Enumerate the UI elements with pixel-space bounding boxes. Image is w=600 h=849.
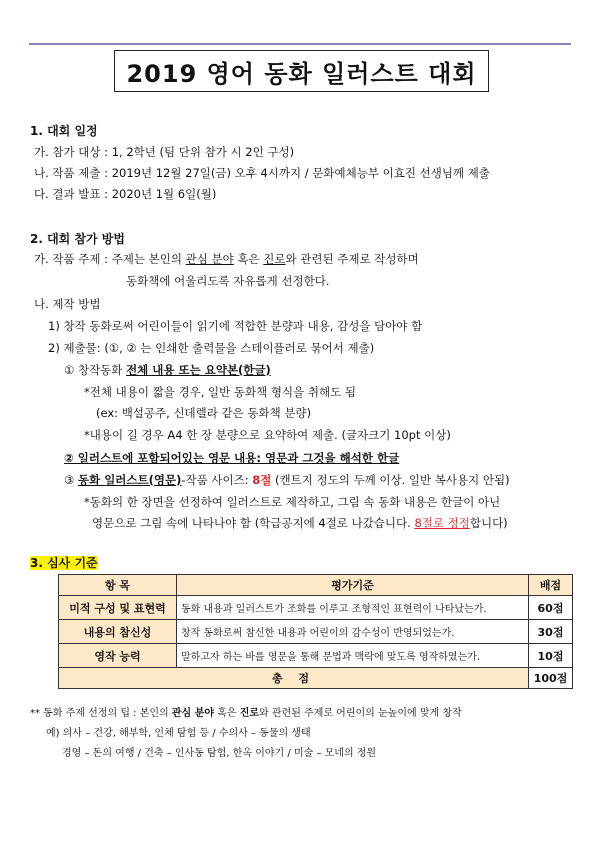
section1-heading: 1. 대회 일정 <box>30 124 98 138</box>
section3-heading-text: 3. 심사 기준 <box>30 556 98 570</box>
s2-method-2: 2) 제출물: (①, ② 는 인쇄한 출력물을 스테이플러로 묶어서 제출) <box>48 341 375 355</box>
item3-note2-red: 8절로 정정 <box>414 516 470 530</box>
item3-note2 <box>92 516 508 530</box>
tip-mid: 혹은 <box>214 708 240 719</box>
row-score: 30점 <box>529 620 573 644</box>
item3-mid: -작품 사이즈: <box>181 473 253 487</box>
page-title: 2019 영어 동화 일러스트 대회 <box>126 59 477 88</box>
item3-size: 8절 <box>252 473 272 487</box>
item3-note2-pre: 영문으로 그림 속에 나타나야 함 (학급공지에 4절로 나갔습니다. <box>92 516 415 530</box>
item3-note2-post: 합니다) <box>469 516 508 530</box>
header-score: 배점 <box>529 575 573 596</box>
item1 <box>64 363 271 377</box>
total-label: 총 점 <box>59 668 529 689</box>
total-value: 100점 <box>529 668 573 689</box>
item1-note2: (ex: 백설공주, 신데렐라 같은 동화책 분량) <box>96 406 312 420</box>
table-row <box>59 596 573 620</box>
section3-heading <box>30 556 98 570</box>
theme-mid: 혹은 <box>233 252 264 266</box>
row-score: 60점 <box>529 596 573 620</box>
item3-note1: *동화의 한 장면을 선정하여 일러스트로 제작하고, 그림 속 동화 내용은 한글이 아닌 <box>84 495 501 509</box>
tip-post: 와 관련된 주제로 어린이의 눈높이에 맞게 창작 <box>259 708 462 719</box>
s2-method-1: 1) 창작 동화로써 어린이들이 읽기에 적합한 분량과 내용, 감성을 담아야 함 <box>48 319 423 333</box>
s2-theme-line2: 동화책에 어울리도록 자유롭게 선정한다. <box>126 274 330 288</box>
item3-bold: 동화 일러스트(영문) <box>77 473 182 487</box>
row-score: 10점 <box>529 644 573 668</box>
row-criteria: 말하고자 하는 바를 영문을 통해 문법과 맥락에 맞도록 영작하였는가. <box>177 644 529 668</box>
table-total-row <box>59 668 573 689</box>
row-item: 영작 능력 <box>59 644 177 668</box>
item1-note1: *전체 내용이 짧을 경우, 일반 동화책 형식을 취해도 됨 <box>84 385 356 399</box>
tip-example2: 경영 – 돈의 여행 / 건축 – 인사동 탐험, 한옥 이야기 / 미술 – 모네의 정원 <box>62 748 377 759</box>
evaluation-table <box>58 574 573 689</box>
title-box <box>114 50 489 92</box>
s2-theme <box>34 252 419 266</box>
item2: ② 일러스트에 포함되어있는 영문 내용: 영문과 그것을 해석한 한글 <box>64 451 400 465</box>
header-criteria: 평가기준 <box>177 575 529 596</box>
s2-method: 나. 제작 방법 <box>34 297 101 311</box>
s1-submission: 나. 작품 제출 : 2019년 12월 27일(금) 오후 4시까지 / 문화예체능부 이효진 선생님께 제출 <box>34 166 490 180</box>
row-item: 내용의 참신성 <box>59 620 177 644</box>
item3-num: ③ <box>64 473 78 487</box>
table-header-row <box>59 575 573 596</box>
item1-bold: 전체 내용 또는 요약본(한글) <box>126 363 271 377</box>
table-row <box>59 644 573 668</box>
section2-heading: 2. 대회 참가 방법 <box>30 232 125 246</box>
item1-prefix: ① 창작동화 <box>64 363 127 377</box>
item1-note3: *내용이 길 경우 A4 한 장 분량으로 요약하여 제출. (글자크기 10pt 이상) <box>84 428 451 442</box>
tip-interest: 관심 분야 <box>171 708 215 719</box>
theme-career: 진로 <box>263 252 286 266</box>
theme-post: 와 관련된 주제로 작성하며 <box>285 252 419 266</box>
row-criteria: 동화 내용과 일러스트가 조화를 이루고 조형적인 표현력이 나타났는가. <box>177 596 529 620</box>
theme-prefix: 가. 작품 주제 : 주제는 본인의 <box>34 252 186 266</box>
s1-result: 다. 결과 발표 : 2020년 1월 6일(월) <box>34 187 217 201</box>
table-row <box>59 620 573 644</box>
item3-post: (캔트지 정도의 두께 이상. 일반 복사용지 안됨) <box>271 473 510 487</box>
item3 <box>64 473 510 487</box>
row-item: 미적 구성 및 표현력 <box>59 596 177 620</box>
tip-example1: 예) 의사 – 건강, 해부학, 인체 탐험 등 / 수의사 – 동물의 생태 <box>46 728 311 739</box>
tip-line1 <box>30 707 462 721</box>
header-rule <box>29 43 571 45</box>
tip-career: 진로 <box>239 708 260 719</box>
theme-interest: 관심 분야 <box>185 252 234 266</box>
s1-target: 가. 참가 대상 : 1, 2학년 (팀 단위 참가 시 2인 구성) <box>34 145 295 159</box>
header-item: 항 목 <box>59 575 177 596</box>
tip-prefix: ** 동화 주제 선정의 팁 : 본인의 <box>30 708 172 719</box>
row-criteria: 창작 동화로써 참신한 내용과 어린이의 감수성이 반영되었는가. <box>177 620 529 644</box>
